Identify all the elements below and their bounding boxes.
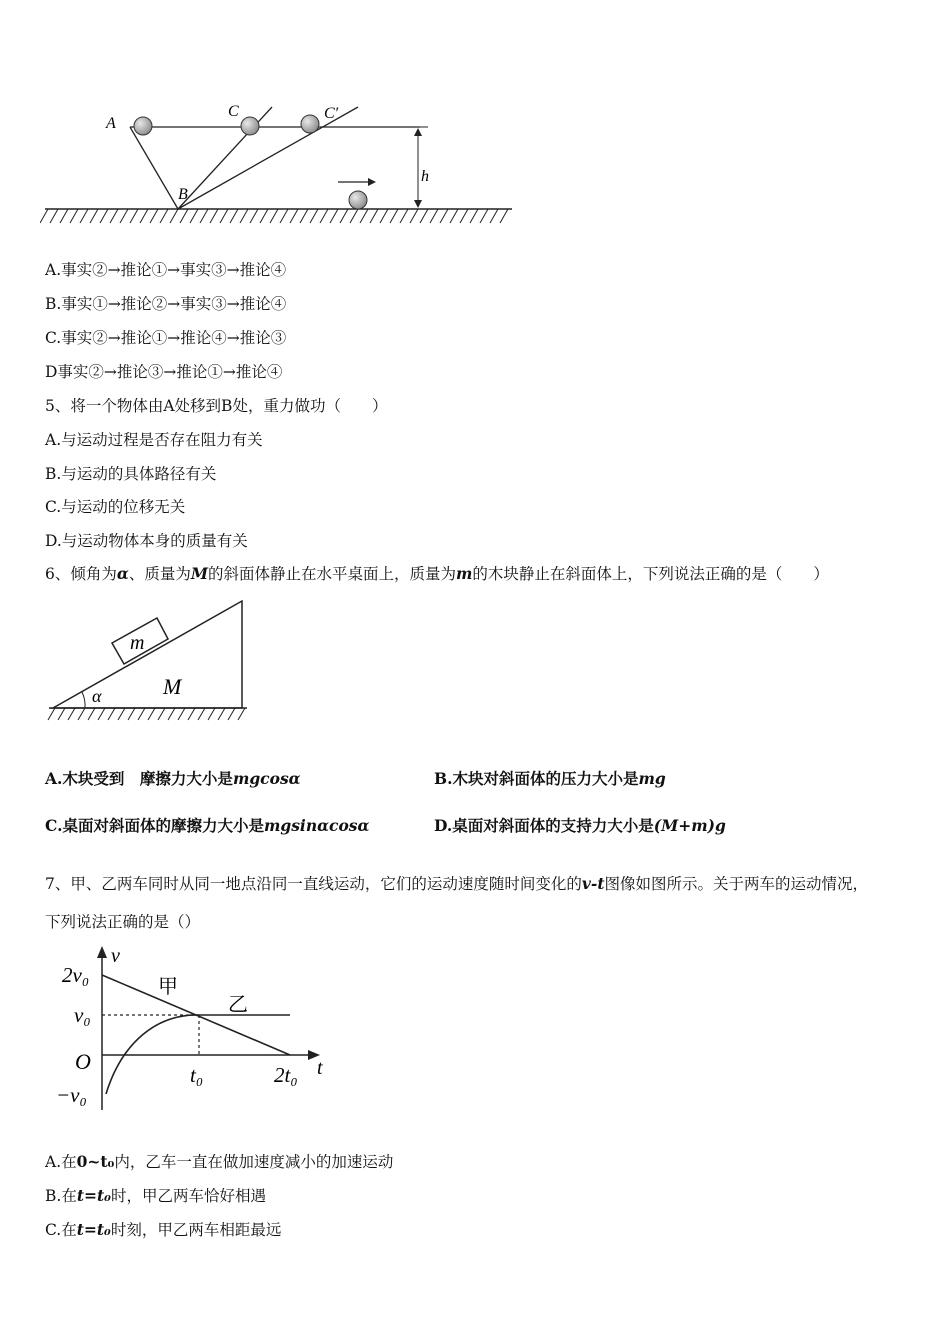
q7-stem-line1: 7、甲、乙两车同时从同一地点沿同一直线运动，它们的运动速度随时间变化的v-t图像如图所示。关于两车的运动情况， [45, 874, 868, 893]
q5-option-c: C.与运动的位移无关 [45, 498, 186, 516]
q4-option-c: C.事实②→推论①→推论④→推论③ [45, 329, 287, 347]
q5-option-b: B.与运动的具体路径有关 [45, 465, 217, 483]
ground-hatch [40, 209, 508, 223]
label-v0: v₀ [74, 1003, 91, 1027]
q7-stem-line2: 下列说法正确的是（） [45, 913, 201, 931]
label-2t0: 2t₀ [274, 1063, 298, 1087]
label-h: h [421, 168, 429, 185]
q5-option-a: A.与运动过程是否存在阻力有关 [45, 431, 263, 449]
q7-option-b: B.在t=t₀时，甲乙两车恰好相遇 [45, 1186, 266, 1205]
q4-option-a: A.事实②→推论①→事实③→推论④ [45, 261, 287, 279]
label-m: m [130, 632, 145, 654]
q7-option-a: A.在0~t₀内，乙车一直在做加速度减小的加速运动 [45, 1152, 394, 1171]
ball-C [241, 117, 259, 135]
q7-option-c: C.在t=t₀时刻，甲乙两车相距最远 [45, 1220, 282, 1239]
vt-graph [52, 942, 342, 1117]
q5-stem: 5、将一个物体由A处移到B处，重力做功（ ） [45, 397, 388, 415]
q4-option-d: D事实②→推论③→推论①→推论④ [45, 363, 283, 381]
q6-option-a: A.木块受到 摩擦力大小是mgcosα [45, 769, 301, 788]
ball-rolling [349, 191, 367, 209]
q6-option-d: D.桌面对斜面体的支持力大小是(M+m)g [434, 816, 726, 835]
label-v: v [111, 945, 120, 967]
q6-stem: 6、倾角为α、质量为M的斜面体静止在水平桌面上，质量为m的木块静止在斜面体上，下列说法正确的是（ ） [45, 564, 829, 583]
label-C-prime: C′ [324, 105, 339, 122]
ball-A [134, 117, 152, 135]
label-2v0: 2v₀ [62, 963, 90, 987]
ball-C-prime [301, 115, 319, 133]
slope-figure [45, 596, 255, 726]
label-t0: t₀ [190, 1063, 204, 1087]
label-O: O [75, 1049, 91, 1074]
q4-option-b: B.事实①→推论②→事实③→推论④ [45, 295, 287, 313]
incline-figure [40, 95, 520, 225]
label-t: t [317, 1057, 323, 1079]
q6-option-c: C.桌面对斜面体的摩擦力大小是mgsinαcosα [45, 816, 370, 835]
label-A: A [106, 115, 116, 132]
label-neg-v0: −v₀ [56, 1083, 87, 1107]
label-C: C [228, 103, 239, 120]
label-B: B [178, 186, 188, 203]
label-alpha: α [92, 686, 102, 706]
q6-option-b: B.木块对斜面体的压力大小是mg [434, 769, 666, 788]
q5-option-d: D.与运动物体本身的质量有关 [45, 532, 248, 550]
wedge-M [53, 601, 242, 708]
label-M: M [163, 674, 182, 699]
label-jia: 甲 [158, 976, 178, 998]
label-yi: 乙 [228, 994, 248, 1016]
